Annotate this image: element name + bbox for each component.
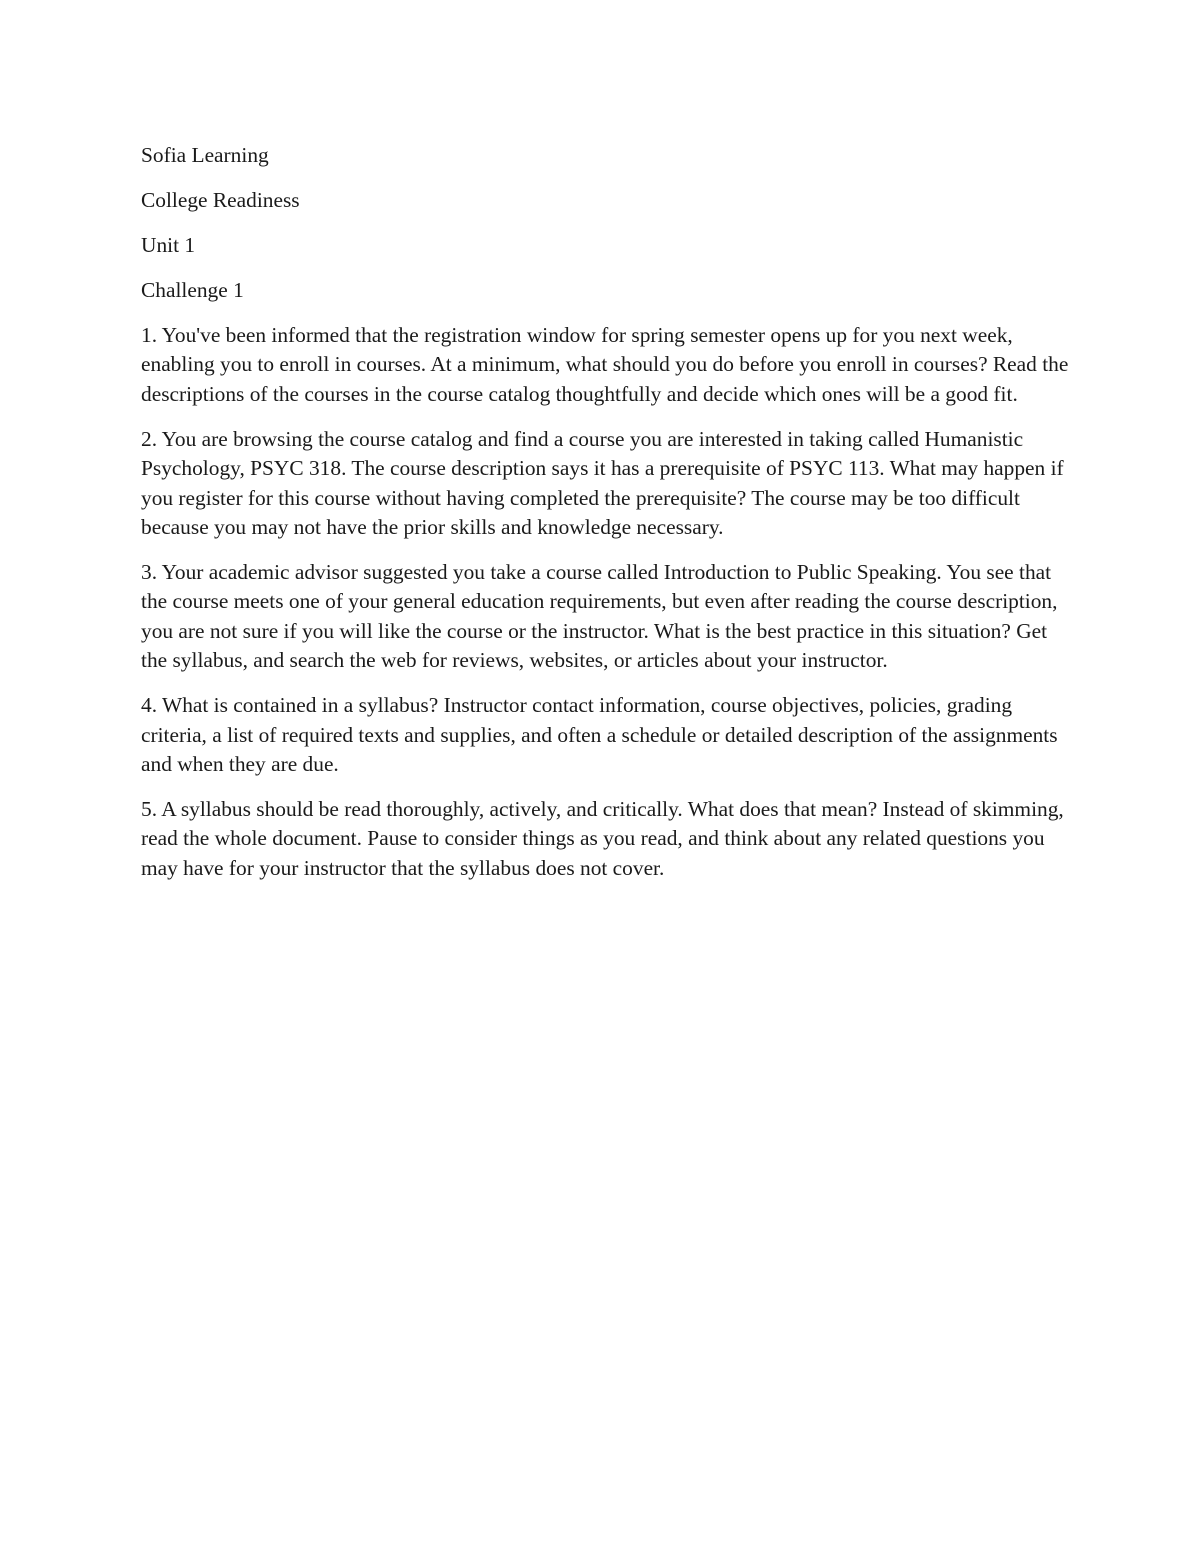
- course-line: College Readiness: [141, 188, 300, 212]
- question-answer-2: 2. You are browsing the course catalog and find a course you are interested in taking called Humanistic Psychology, PSYC 318. The course description says it has a prerequisite of PSYC 113. What may happen if you register for this course without having completed the prerequisite? The course may be too difficult because you may not have the prior skills and knowledge necessary.: [141, 426, 1064, 540]
- challenge-line: Challenge 1: [141, 278, 244, 302]
- organization-line: Sofia Learning: [141, 143, 269, 167]
- question-answer-3: 3. Your academic advisor suggested you take a course called Introduction to Public Speaking. You see that the course meets one of your general education requirements, but even after reading the course description, you are not sure if you will like the course or the instructor. What is the best practice in this situation? Get the syllabus, and search the web for reviews, websites, or articles about your instructor.: [141, 560, 1058, 673]
- unit-line: Unit 1: [141, 233, 196, 257]
- question-answer-1: 1. You've been informed that the registration window for spring semester opens up for you next week, enabling you to enroll in courses. At a minimum, what should you do before you enroll in courses? Read the descriptions of the courses in the course catalog thoughtfully and decide which ones will be a good fit.: [141, 323, 1069, 406]
- document-body: [141, 141, 1071, 899]
- question-answer-4: 4. What is contained in a syllabus? Instructor contact information, course objectives, policies, grading criteria, a list of required texts and supplies, and often a schedule or detailed description of the assignments and when they are due.: [141, 693, 1058, 777]
- question-answer-5: 5. A syllabus should be read thoroughly, actively, and critically. What does that mean? Instead of skimming, read the whole document. Pause to consider things as you read, and think about any related questions you may have for your instructor that the syllabus does not cover.: [141, 797, 1064, 880]
